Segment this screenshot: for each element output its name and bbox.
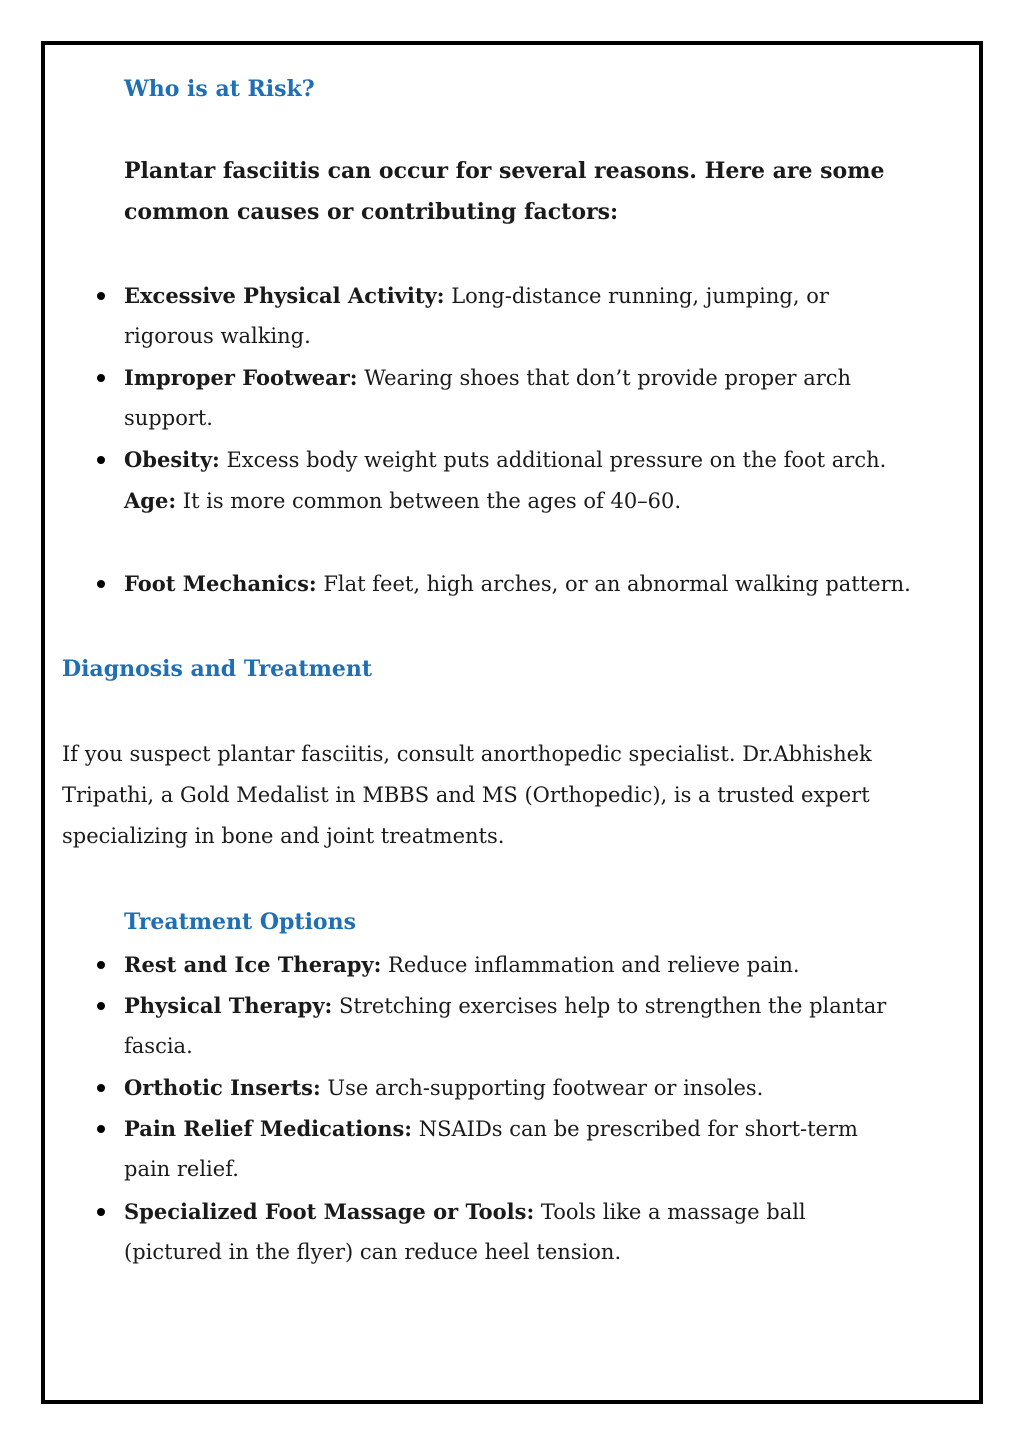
item-term: Improper Footwear: bbox=[124, 365, 358, 390]
bullet-icon bbox=[97, 374, 105, 382]
item-desc: support. bbox=[124, 406, 213, 430]
treatment-list-item bbox=[124, 1108, 858, 1190]
risk-intro bbox=[124, 151, 885, 233]
risk-heading: Who is at Risk? bbox=[124, 76, 315, 102]
bullet-icon bbox=[97, 1125, 105, 1133]
item-term: Specialized Foot Massage or Tools: bbox=[124, 1199, 535, 1224]
item-desc: fascia. bbox=[124, 1034, 193, 1058]
bullet-icon bbox=[97, 961, 105, 969]
item-term: Age: bbox=[124, 488, 177, 513]
risk-list-item bbox=[124, 563, 911, 604]
item-desc: NSAIDs can be prescribed for short-term bbox=[412, 1117, 858, 1141]
treatment-list-item bbox=[124, 1191, 806, 1273]
item-desc: It is more common between the ages of 40–60. bbox=[176, 489, 682, 513]
bullet-icon bbox=[97, 1002, 105, 1010]
bullet-icon bbox=[97, 1208, 105, 1216]
item-desc: pain relief. bbox=[124, 1157, 239, 1181]
treatment-heading: Treatment Options bbox=[124, 909, 356, 935]
risk-intro-line: common causes or contributing factors: bbox=[124, 199, 619, 225]
bullet-icon bbox=[97, 580, 105, 588]
item-desc: Excess body weight puts additional pressure on the foot arch. bbox=[219, 448, 887, 472]
risk-list-item bbox=[124, 275, 829, 357]
treatment-list-item bbox=[124, 1067, 763, 1108]
item-desc: (pictured in the flyer) can reduce heel tension. bbox=[124, 1240, 622, 1264]
bullet-icon bbox=[97, 1084, 105, 1092]
diagnosis-paragraph bbox=[62, 734, 872, 857]
risk-list-subitem bbox=[124, 480, 886, 521]
item-term: Pain Relief Medications: bbox=[124, 1116, 413, 1141]
risk-intro-line: Plantar fasciitis can occur for several reasons. Here are some bbox=[124, 158, 885, 184]
item-term: Rest and Ice Therapy: bbox=[124, 952, 382, 977]
item-term: Obesity: bbox=[124, 447, 220, 472]
item-term: Foot Mechanics: bbox=[124, 571, 317, 596]
item-term: Orthotic Inserts: bbox=[124, 1075, 321, 1100]
bullet-icon bbox=[97, 292, 105, 300]
risk-list-item bbox=[124, 357, 851, 439]
item-desc: Wearing shoes that don’t provide proper arch bbox=[357, 366, 852, 390]
item-desc: Tools like a massage ball bbox=[534, 1200, 806, 1224]
item-term: Excessive Physical Activity: bbox=[124, 283, 445, 308]
risk-list-item bbox=[124, 439, 886, 521]
paragraph-line: Tripathi, a Gold Medalist in MBBS and MS (Orthopedic), is a trusted expert bbox=[62, 783, 870, 807]
treatment-list-item bbox=[124, 944, 800, 985]
bullet-icon bbox=[97, 456, 105, 464]
item-desc: Reduce inflammation and relieve pain. bbox=[381, 953, 800, 977]
item-desc: Stretching exercises help to strengthen the plantar bbox=[332, 994, 887, 1018]
treatment-list-item bbox=[124, 985, 886, 1067]
item-desc: Flat feet, high arches, or an abnormal walking pattern. bbox=[316, 572, 911, 596]
item-term: Physical Therapy: bbox=[124, 993, 333, 1018]
item-desc: Long-distance running, jumping, or bbox=[444, 284, 829, 308]
item-desc: rigorous walking. bbox=[124, 324, 311, 348]
paragraph-line: specializing in bone and joint treatments. bbox=[62, 824, 505, 848]
diagnosis-heading: Diagnosis and Treatment bbox=[62, 656, 373, 682]
paragraph-line: If you suspect plantar fasciitis, consult anorthopedic specialist. Dr.Abhishek bbox=[62, 742, 872, 766]
item-desc: Use arch-supporting footwear or insoles. bbox=[320, 1076, 764, 1100]
